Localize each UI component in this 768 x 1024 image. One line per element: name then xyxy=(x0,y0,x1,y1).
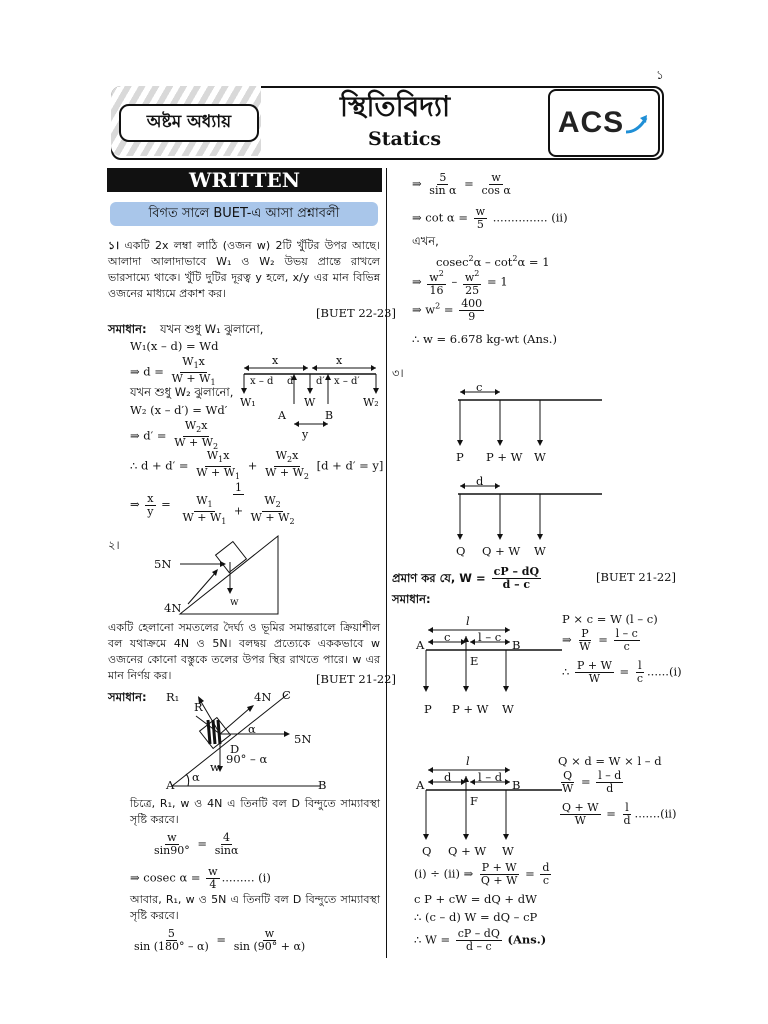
q3-cross: c P + cW = dQ + dW xyxy=(414,892,537,906)
q3-beam-figure-1 xyxy=(450,380,610,460)
q2-line1: চিত্রে, R₁, w ও 4N এ তিনটি বল D বিন্দুতে সাম্যাবস্থা সৃষ্টি করবে। xyxy=(130,797,380,826)
fig2-B: B xyxy=(318,778,327,792)
fig1-W1: W₁ xyxy=(240,396,256,409)
fig2-w: w xyxy=(210,760,220,774)
chapter-title-bn: স্থিতিবিদ্যা xyxy=(340,90,451,123)
q1-eq-ratio: ⇒ $\frac{x}{y}$ = 1 $\frac{W_1}{W + W_1}$ + $\frac{W_2}{W + W_2}$ xyxy=(130,481,295,526)
fig2-alpha2: α xyxy=(192,770,200,784)
fig4-l: l xyxy=(466,754,470,768)
q3-final: ∴ W = $\frac{cP - dQ}{d - c}$ (Ans.) xyxy=(414,927,547,953)
r-identity: $cosec^2\alpha - \cot^2\alpha = 1$ xyxy=(436,254,550,269)
q3-fig1-P: P xyxy=(456,450,464,464)
fig3-E: E xyxy=(470,654,479,668)
chapter-label: অষ্টম অধ্যায় xyxy=(119,104,259,142)
q3-beam-figure-2 xyxy=(450,474,610,554)
q3-eqB3: $\frac{Q + W}{W}$ = $\frac{l}{d}$ .......(ii) xyxy=(562,801,677,827)
r-eq-sincos: ⇒ $\frac{5}{\text{sin α}}$ = $\frac{w}{\text{cos α}}$ xyxy=(412,171,511,197)
acs-logo xyxy=(548,89,660,157)
q3-eqA2: ⇒ $\frac{P}{W}$ = $\frac{l - c}{c}$ xyxy=(562,627,638,653)
q3-fig2-Q: Q xyxy=(456,544,466,558)
fig1-xdp: x – d′ xyxy=(334,376,360,387)
q2-eq-sine: $\frac{w}{\sin 90^\circ}$ = $\frac{4}{\sin\alpha}$ xyxy=(154,831,239,857)
q2-eq-cosec: ⇒ cosec α = $\frac{w}{4}$ ......... (i) xyxy=(130,865,271,891)
fig4-F: F xyxy=(470,794,478,808)
fig3-l: l xyxy=(466,614,470,628)
q3-fig1-PW: P + W xyxy=(486,450,523,464)
q1-solution-label: সমাধান: xyxy=(108,322,147,336)
fig4-QW: Q + W xyxy=(448,844,487,858)
fig4-ld: l – d xyxy=(478,770,503,784)
q1-eq2: W₂ (x – d′) = Wd′ xyxy=(130,403,228,417)
q2-eq-sine2: $\frac{5}{\sin (180^\circ - \alpha)}$ = $\frac{w}{\sin (90^\circ + \alpha)}$ xyxy=(134,927,306,953)
q3-number: ৩। xyxy=(392,366,404,380)
q3-eqB2: $\frac{Q}{W}$ = $\frac{l - d}{d}$ xyxy=(562,769,622,795)
q2-solution-label: সমাধান: xyxy=(108,690,147,704)
q3-rearr: ∴ (c – d) W = dQ – cP xyxy=(414,910,538,924)
q2-fig-5N: 5N xyxy=(154,557,172,571)
fig2-5N: 5N xyxy=(294,732,312,746)
q2-fig-4N: 4N xyxy=(164,601,182,615)
fig1-dp: d′ xyxy=(316,376,325,387)
q2-tag: [BUET 21-22] xyxy=(316,672,396,686)
fig1-A: A xyxy=(278,409,286,422)
q1-tag: [BUET 22-23] xyxy=(316,306,396,320)
q3-fig1-W: W xyxy=(534,450,546,464)
fig1-d: d xyxy=(287,376,294,387)
fig1-W: W xyxy=(304,396,316,409)
fig4-A: A xyxy=(416,778,425,792)
fig1-x2: x xyxy=(336,354,343,367)
fig4-W: W xyxy=(502,844,514,858)
q3-fig2-W: W xyxy=(534,544,546,558)
fig1-xd: x – d xyxy=(250,376,274,387)
q3-solution-label: সমাধান: xyxy=(392,592,431,606)
q1-eq1: W₁(x – d) = Wd xyxy=(130,339,219,353)
page-number: ১ xyxy=(656,68,664,82)
q3-prove: প্রমাণ কর যে, W = $\frac{cP - dQ}{d - c}$ xyxy=(392,565,540,591)
q1-when2: যখন শুধু W₂ ঝুলানো, xyxy=(130,385,234,399)
fig3-P: P xyxy=(424,702,432,716)
logo-text: ACS xyxy=(557,106,625,139)
r-answer: ∴ w = 6.678 kg-wt (Ans.) xyxy=(412,332,557,346)
fig3-W: W xyxy=(502,702,514,716)
fig3-lc: l – c xyxy=(478,630,502,644)
fig1-B: B xyxy=(325,409,334,422)
fig1-W2: W₂ xyxy=(363,396,379,409)
q2-line2: আবার, R₁, w ও 5N এ তিনটি বল D বিন্দুতে সাম্যাবস্থা সৃষ্টি করবে। xyxy=(130,893,380,922)
fig2-R1: R₁ xyxy=(166,690,180,704)
fig2-D: D xyxy=(230,742,240,756)
r-eq-w2: ⇒ $w^2$ = $\frac{400}{9}$ xyxy=(412,297,483,323)
fig2-angle: 90° – α xyxy=(226,752,268,766)
column-divider xyxy=(386,168,387,958)
q3-eqB: Q × d = W × l – d xyxy=(558,754,662,768)
fig2-A: A xyxy=(166,778,175,792)
chapter-title-en: Statics xyxy=(368,128,442,150)
r-eq-sub: ⇒ $\frac{w^2}{16}$ – $\frac{w^2}{25}$ = 1 xyxy=(412,269,508,297)
fig2-C: C xyxy=(282,688,291,702)
q3-eqA: P × c = W (l – c) xyxy=(562,612,658,626)
r-eq-cot: ⇒ cot α = $\frac{w}{5}$ ............... (ii) xyxy=(412,205,568,231)
q1-eq-dp: ⇒ d′ = $\frac{W_2x}{W + W_2}$ xyxy=(130,419,219,451)
fig2-4N: 4N xyxy=(254,690,272,704)
q3-eqA3: ∴ $\frac{P + W}{W}$ = $\frac{l}{c}$ ......(i) xyxy=(562,659,682,685)
logo-swoosh-icon xyxy=(624,110,650,136)
written-banner: WRITTEN xyxy=(107,168,382,192)
fig2-R: R xyxy=(194,700,203,714)
q3-fig1-c: c xyxy=(476,380,483,394)
q3-fig2-QW: Q + W xyxy=(482,544,521,558)
fig3-A: A xyxy=(416,638,425,652)
q2-fig-w: w xyxy=(230,597,239,608)
q1-eq-d: ⇒ d = $\frac{W_1x}{W + W_1}$ xyxy=(130,355,216,387)
q2-number: ২। xyxy=(108,538,120,552)
q3-tag: [BUET 21-22] xyxy=(596,570,676,584)
q3-div: (i) ÷ (ii) ⇒ $\frac{P + W}{Q + W}$ = $\frac{d}{c}$ xyxy=(414,861,550,887)
q1-text: ১। একটি 2x লম্বা লাঠি (ওজন w) 2টি খুঁটির উপর আছে। আলাদা আলাদাভাবে W₁ ও W₂ উভয় প্রান্তে রাখলে ভারসাম্যে থাকে। খুঁটি দুটির দূরত্ব y হলে, x/y এর মান বিভিন্ন ওজনের মাধ্যমে প্রকাশ কর। xyxy=(108,239,380,300)
fig4-d: d xyxy=(444,770,452,784)
fig2-alpha: α xyxy=(248,722,256,736)
q2-text: একটি হেলানো সমতলের দৈর্ঘ্য ও ভূমির সমান্তরালে ক্রিয়াশীল বল যথাক্রমে 4N ও 5N। বলদ্বয় প্রত্যেকে এককভাবে w ওজনের কোনো বস্তুকে তলের উপর স্থির রাখতে পারে। w এর মান নির্ণয় কর। xyxy=(108,621,380,682)
fig3-PW: P + W xyxy=(452,702,489,716)
fig1-x1: x xyxy=(272,354,279,367)
q1-eq-sum: ∴ d + d′ = $\frac{W_1x}{W + W_1}$ + $\frac{W_2x}{W + W_2}$ [d + d′ = y] xyxy=(130,449,384,481)
q3-fig2-d: d xyxy=(476,474,484,488)
r-ekhon: এখন, xyxy=(412,234,439,248)
fig3-c: c xyxy=(444,630,451,644)
fig1-y: y xyxy=(302,428,309,441)
q1-when1: যখন শুধু W₁ ঝুলানো, xyxy=(160,322,264,336)
fig4-Q: Q xyxy=(422,844,432,858)
fig3-B: B xyxy=(512,638,521,652)
fig4-B: B xyxy=(512,778,521,792)
section-title: বিগত সালে BUET-এ আসা প্রশ্নাবলী xyxy=(110,202,378,226)
